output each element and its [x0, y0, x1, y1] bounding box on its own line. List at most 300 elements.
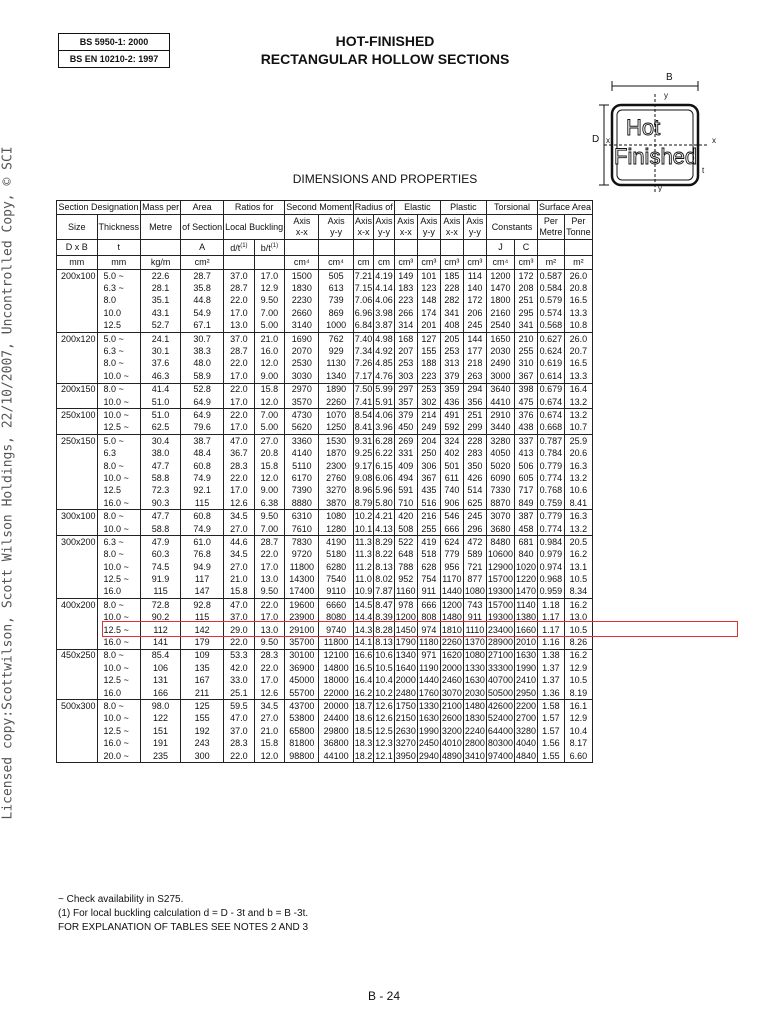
table-cell: 2410	[515, 675, 536, 686]
col-section-designation: Section Designation	[57, 201, 141, 215]
table-cell: 739	[319, 295, 353, 307]
col-local-buckling: Local Buckling	[224, 215, 285, 240]
table-cell: 7610	[285, 523, 319, 536]
table-cell: 4890	[440, 750, 463, 763]
table-cell: 9.08	[354, 472, 373, 483]
col-elastic: Elastic	[394, 201, 440, 215]
table-cell: 8.0 ~	[97, 599, 141, 612]
page-number: B - 24	[368, 989, 401, 1003]
table-cell: 35.8	[181, 282, 224, 294]
table-cell: 16.1	[564, 700, 592, 713]
table-cell: 436	[440, 396, 463, 409]
table-cell: 589	[463, 549, 486, 561]
col-constants: Constants	[486, 215, 537, 240]
table-cell: 61.0	[181, 536, 224, 549]
table-cell: 12.9	[564, 713, 592, 725]
table-cell: 28.3	[224, 460, 255, 472]
table-cell: 22.0	[224, 750, 255, 763]
table-cell: 8.34	[564, 586, 592, 599]
col-axis: Axis x-x	[285, 215, 319, 240]
table-cell: 47.0	[224, 713, 255, 725]
hot-stamp: Hot	[626, 115, 661, 140]
table-cell: 3.98	[375, 307, 393, 318]
table-cell: 2800	[464, 738, 485, 749]
table-cell	[57, 447, 98, 459]
table-cell: 200x120	[57, 332, 98, 345]
table-cell: 300	[181, 750, 224, 763]
table-cell: 22.6	[141, 270, 181, 283]
table-cell: 253	[417, 383, 440, 396]
table-cell: 1330	[418, 700, 439, 711]
table-cell: 450	[394, 422, 417, 435]
section-diagram	[590, 72, 740, 192]
table-cell: 3280	[515, 725, 536, 736]
table-cell: 20000	[319, 700, 353, 713]
col-area: Area	[181, 201, 224, 215]
table-cell: 0.984	[537, 536, 564, 549]
table-cell: 10.0 ~	[97, 396, 141, 409]
table-cell: 26.0	[564, 270, 592, 283]
table-cell: 10.0	[97, 307, 141, 319]
table-cell: 20.8	[564, 282, 592, 294]
table-cell: 148	[417, 295, 440, 307]
table-cell: 253	[440, 345, 463, 357]
table-cell: 106	[141, 662, 181, 674]
table-cell: 12.6	[224, 497, 255, 510]
table-cell: 91.9	[141, 573, 181, 585]
table-cell: 109	[181, 649, 224, 662]
table-cell	[57, 561, 98, 573]
table-cell: 10.0 ~	[97, 612, 141, 624]
table-cell: 1640	[395, 662, 416, 673]
symbol-cell	[463, 240, 486, 256]
table-cell: 11800	[319, 636, 353, 649]
table-cell: 12900	[487, 561, 513, 572]
table-cell: 10.2	[354, 511, 373, 522]
table-cell: 0.787	[537, 435, 564, 448]
table-cell: 4.76	[374, 370, 395, 383]
table-cell: 21.0	[254, 725, 285, 737]
table-cell: 263	[463, 370, 486, 383]
col-thickness: Thickness	[97, 215, 141, 240]
symbol-cell: A	[181, 240, 224, 256]
table-cell: 282	[440, 295, 463, 307]
table-cell: 357	[394, 396, 417, 409]
table-cell: 74.5	[141, 561, 181, 573]
table-cell: 7.00	[254, 409, 285, 422]
table-cell: 26.0	[564, 332, 592, 345]
symbol-cell: $b/t^{(1)}$	[254, 240, 285, 256]
table-cell: 1.17	[537, 624, 564, 636]
symbol-row	[57, 240, 593, 256]
table-row	[57, 358, 593, 370]
table-cell: 1.38	[537, 649, 564, 662]
table-cell: 324	[440, 435, 463, 448]
table-cell: 12.1	[374, 750, 395, 763]
table-cell: 9.50	[254, 510, 285, 523]
symbol-cell: J	[486, 240, 514, 256]
table-cell: 1690	[285, 332, 319, 345]
table-cell: 172	[514, 270, 537, 283]
table-cell: 9110	[319, 586, 353, 599]
table-cell: 13.3	[564, 370, 592, 383]
table-cell: 1340	[319, 370, 353, 383]
col-plastic: Plastic	[440, 201, 486, 215]
table-cell: 2150	[395, 713, 416, 724]
table-cell: 155	[417, 345, 440, 357]
table-row	[57, 649, 593, 662]
table-cell: 125	[181, 700, 224, 713]
table-cell: 250x100	[57, 409, 98, 422]
table-cell: 3410	[463, 750, 486, 763]
table-row	[57, 345, 593, 357]
table-cell: 43.1	[141, 307, 181, 319]
table-cell: 13.2	[564, 396, 592, 409]
table-cell: 47.7	[141, 460, 181, 472]
table-cell: 201	[417, 320, 440, 333]
table-cell	[57, 396, 98, 409]
table-cell: 207	[394, 345, 417, 357]
table-cell: 0.587	[537, 270, 564, 283]
table-cell: 12.6	[254, 687, 285, 700]
table-cell: 27.0	[224, 561, 255, 573]
symbol-cell	[374, 240, 395, 256]
table-cell: 1620	[441, 650, 462, 661]
table-cell: 65800	[285, 725, 319, 737]
table-row	[57, 561, 593, 573]
table-cell: 762	[319, 332, 353, 345]
symbol-cell	[537, 240, 564, 256]
table-cell: 25.9	[564, 435, 592, 448]
table-cell: 15700	[487, 599, 513, 610]
table-cell: 1130	[319, 358, 353, 370]
table-cell: 144	[463, 332, 486, 345]
table-cell: 20.6	[564, 447, 592, 459]
table-cell: 1530	[319, 435, 353, 448]
table-cell: 625	[463, 497, 486, 510]
table-cell: 2460	[441, 675, 462, 686]
table-cell: 0.614	[537, 370, 564, 383]
table-cell: 6.60	[564, 750, 592, 763]
table-cell: 12.5 ~	[97, 573, 141, 585]
symbol-cell	[353, 240, 374, 256]
table-cell: 648	[394, 549, 417, 561]
table-cell: 2000	[395, 675, 416, 686]
table-cell: 2000	[441, 662, 462, 673]
table-cell: 740	[440, 485, 463, 497]
table-row	[57, 750, 593, 763]
table-cell: 1830	[464, 713, 485, 724]
table-cell: 2030	[463, 687, 486, 700]
table-cell: 13.0	[254, 573, 285, 585]
table-cell: 10.5	[564, 573, 592, 585]
table-cell: 151	[141, 725, 181, 737]
table-cell: 1.57	[537, 713, 564, 725]
table-cell: 367	[417, 472, 440, 484]
table-cell: 7.40	[354, 333, 373, 344]
table-cell: 516	[417, 497, 440, 510]
table-cell: 16.3	[564, 510, 592, 523]
table-cell	[57, 345, 98, 357]
table-cell: 6.22	[375, 448, 393, 459]
table-cell: 14.1	[353, 636, 374, 649]
table-cell: 1810	[441, 624, 462, 635]
table-cell: 2950	[514, 687, 537, 700]
table-cell: 522	[394, 536, 417, 549]
axis-x-label-left: x	[606, 136, 610, 145]
licence-watermark: Licensed copy:Scottwilson, Scott Wilson Holdings, 22/10/2007, Uncontrolled Copy, © SCI	[0, 146, 16, 820]
standard-ref: BS EN 10210-2: 1997	[59, 50, 169, 67]
table-cell: 9.25	[354, 448, 373, 459]
table-cell: 28.7	[224, 345, 255, 357]
table-row	[57, 320, 593, 333]
table-cell: 15.8	[254, 460, 285, 472]
table-cell: 10.0 ~	[97, 370, 141, 383]
table-cell: 494	[394, 472, 417, 484]
table-cell: 28900	[486, 636, 514, 649]
footnote: FOR EXPLANATION OF TABLES SEE NOTES 2 AND 3	[58, 922, 309, 933]
table-cell: 8.0 ~	[97, 510, 141, 523]
table-cell: 7.50	[354, 384, 373, 395]
table-cell	[57, 460, 98, 472]
table-row	[57, 599, 593, 612]
table-cell: 8480	[486, 536, 514, 549]
table-cell: 8.19	[564, 687, 592, 700]
table-cell: 500x300	[57, 700, 98, 713]
table-cell: 628	[417, 561, 440, 573]
table-cell: 0.674	[537, 396, 564, 409]
table-cell: 245	[463, 320, 486, 333]
table-cell: 0.624	[537, 345, 564, 357]
table-cell: 1660	[515, 624, 536, 635]
table-cell: 7.21	[354, 270, 373, 281]
table-cell: 8.39	[375, 612, 393, 623]
table-cell: 245	[463, 510, 486, 523]
table-cell: 250x150	[57, 435, 98, 448]
table-cell: 179	[181, 636, 224, 649]
table-row	[57, 383, 593, 396]
col-area-of-section: of Section	[181, 215, 224, 240]
table-cell: 255	[514, 345, 537, 357]
table-cell: 22.0	[254, 662, 285, 674]
table-cell: 13.3	[564, 307, 592, 319]
table-cell: 788	[394, 561, 417, 573]
table-cell: 8.0 ~	[97, 358, 141, 370]
table-cell: 3270	[395, 738, 416, 749]
dim-d-label: D	[592, 134, 600, 145]
table-cell: 0.568	[537, 320, 564, 333]
table-cell: 1.37	[537, 662, 564, 674]
table-cell: 341	[514, 320, 537, 333]
col-axis: Axis y-y	[319, 215, 353, 240]
table-cell: 1480	[464, 700, 485, 711]
table-cell: 518	[417, 549, 440, 561]
table-cell: 3440	[486, 422, 514, 435]
table-cell: 36.7	[224, 447, 255, 459]
unit-cell	[254, 256, 285, 270]
table-cell: 9.17	[354, 460, 373, 471]
table-cell	[57, 612, 98, 624]
table-cell: 1.56	[537, 737, 564, 749]
table-cell: 22.0	[224, 472, 255, 484]
table-cell: 2660	[285, 307, 319, 319]
table-cell: 45000	[285, 675, 319, 687]
table-cell: 27.0	[224, 523, 255, 536]
table-cell: 426	[463, 472, 486, 484]
unit-cell: cm³	[463, 256, 486, 270]
table-cell: 23400	[487, 624, 513, 635]
table-cell: 38.7	[181, 435, 224, 448]
table-cell: 3200	[441, 725, 462, 736]
table-cell: 25.1	[224, 687, 255, 700]
table-cell	[57, 725, 98, 737]
table-cell: 1080	[319, 510, 353, 523]
table-cell: 1200	[486, 270, 514, 283]
table-cell	[57, 750, 98, 763]
table-cell: 1470	[514, 586, 537, 599]
table-cell: 12.0	[254, 358, 285, 370]
table-cell: 2480	[394, 687, 417, 700]
table-cell: 27100	[487, 650, 513, 661]
table-cell: 6280	[319, 561, 353, 573]
table-cell: 0.774	[537, 523, 564, 536]
table-cell: 9.31	[354, 435, 373, 446]
table-row	[57, 396, 593, 409]
table-cell: 46.3	[141, 370, 181, 383]
table-cell: 142	[181, 624, 224, 636]
table-cell: 1990	[418, 725, 439, 736]
table-cell: 12.0	[254, 750, 285, 763]
table-cell: 253	[394, 358, 417, 370]
table-cell: 2940	[417, 750, 440, 763]
table-cell: 10.6	[375, 650, 393, 661]
table-cell: 172	[463, 295, 486, 307]
table-cell: 0.619	[537, 358, 564, 370]
highlight-frame	[102, 621, 738, 637]
table-row	[57, 435, 593, 448]
unit-cell: cm	[374, 256, 395, 270]
table-cell: 127	[417, 332, 440, 345]
table-cell	[57, 307, 98, 319]
table-cell: 16.0	[97, 687, 141, 700]
table-cell: 4040	[515, 738, 536, 749]
table-cell: 6170	[285, 472, 319, 484]
table-cell: 6.96	[354, 307, 373, 318]
table-row	[57, 282, 593, 294]
table-cell: 1280	[319, 523, 353, 536]
table-cell: 12.5	[97, 320, 141, 333]
table-row	[57, 409, 593, 422]
unit-cell: cm⁴	[486, 256, 514, 270]
table-cell: 869	[319, 307, 353, 319]
table-cell: 94.9	[181, 561, 224, 573]
table-cell: 296	[463, 523, 486, 536]
table-cell: 2540	[486, 320, 514, 333]
table-cell: 13.1	[564, 561, 592, 573]
table-cell: 115	[181, 497, 224, 510]
table-cell: 1190	[419, 662, 439, 673]
table-cell: 192	[181, 725, 224, 737]
symbol-cell: $d/t^{(1)}$	[224, 240, 255, 256]
table-cell: 17.0	[224, 422, 255, 435]
table-cell: 6090	[486, 472, 514, 484]
table-cell: 52.7	[141, 320, 181, 333]
unit-cell: m²	[564, 256, 592, 270]
table-cell: 81800	[285, 737, 319, 749]
table-cell: 44.6	[224, 536, 255, 549]
table-cell: 18.7	[354, 700, 373, 711]
table-cell: 1630	[464, 675, 485, 686]
table-cell: 2200	[515, 700, 536, 711]
table-cell: 22.0	[254, 549, 285, 561]
table-cell: 8.0 ~	[97, 383, 141, 396]
units-row	[57, 256, 593, 270]
table-cell: 228	[463, 435, 486, 448]
table-cell: 1.57	[537, 725, 564, 737]
col-axis: Axis x-x	[440, 215, 463, 240]
table-cell: 0.584	[537, 282, 564, 294]
table-cell: 3.87	[374, 320, 395, 333]
table-cell: 12.6	[375, 700, 393, 711]
table-cell: 223	[394, 295, 417, 307]
table-cell: 218	[463, 358, 486, 370]
table-row	[57, 713, 593, 725]
table-cell: 1200	[441, 599, 462, 610]
table-cell: 6.15	[375, 460, 393, 471]
table-cell: 3280	[486, 435, 514, 448]
table-cell: 12.6	[375, 713, 393, 724]
table-cell: 1760	[417, 687, 440, 700]
table-cell: 514	[463, 485, 486, 497]
table-cell: 185	[440, 270, 463, 283]
table-cell: 208	[514, 282, 537, 294]
table-cell: 114	[463, 270, 486, 283]
table-cell: 18.3	[354, 738, 373, 749]
dim-t-label: t	[702, 166, 705, 175]
table-cell: 12.5 ~	[97, 624, 141, 636]
table-cell: 28.7	[224, 282, 255, 294]
table-cell: 223	[417, 370, 440, 383]
table-cell: 6.3 ~	[97, 282, 141, 294]
table-cell: 52400	[487, 713, 513, 724]
table-cell: 29800	[319, 725, 353, 737]
table-cell: 1630	[515, 650, 536, 661]
table-cell: 16.0 ~	[97, 737, 141, 749]
table-cell: 3950	[394, 750, 417, 763]
table-cell: 8.29	[375, 536, 393, 547]
table-cell: 28.7	[181, 270, 224, 283]
table-cell: 10.4	[564, 725, 592, 737]
table-cell: 13.2	[564, 523, 592, 536]
col-radius: Radius of	[353, 201, 394, 215]
table-cell: 2450	[418, 738, 439, 749]
table-cell: 16.5	[564, 295, 592, 307]
title-line: HOT-FINISHED	[335, 33, 435, 49]
symbol-cell	[285, 240, 319, 256]
unit-cell: cm³	[394, 256, 417, 270]
table-cell: 131	[141, 675, 181, 687]
table-cell: 592	[440, 422, 463, 435]
table-cell: 37.0	[224, 612, 255, 624]
table-cell: 11.3	[355, 536, 372, 547]
table-cell: 20.7	[564, 345, 592, 357]
symbol-cell	[440, 240, 463, 256]
table-cell: 952	[394, 573, 417, 585]
table-cell	[57, 282, 98, 294]
table-cell: 12.5	[375, 725, 393, 736]
table-cell: 5.0 ~	[97, 332, 141, 345]
table-cell: 34.5	[224, 510, 255, 523]
